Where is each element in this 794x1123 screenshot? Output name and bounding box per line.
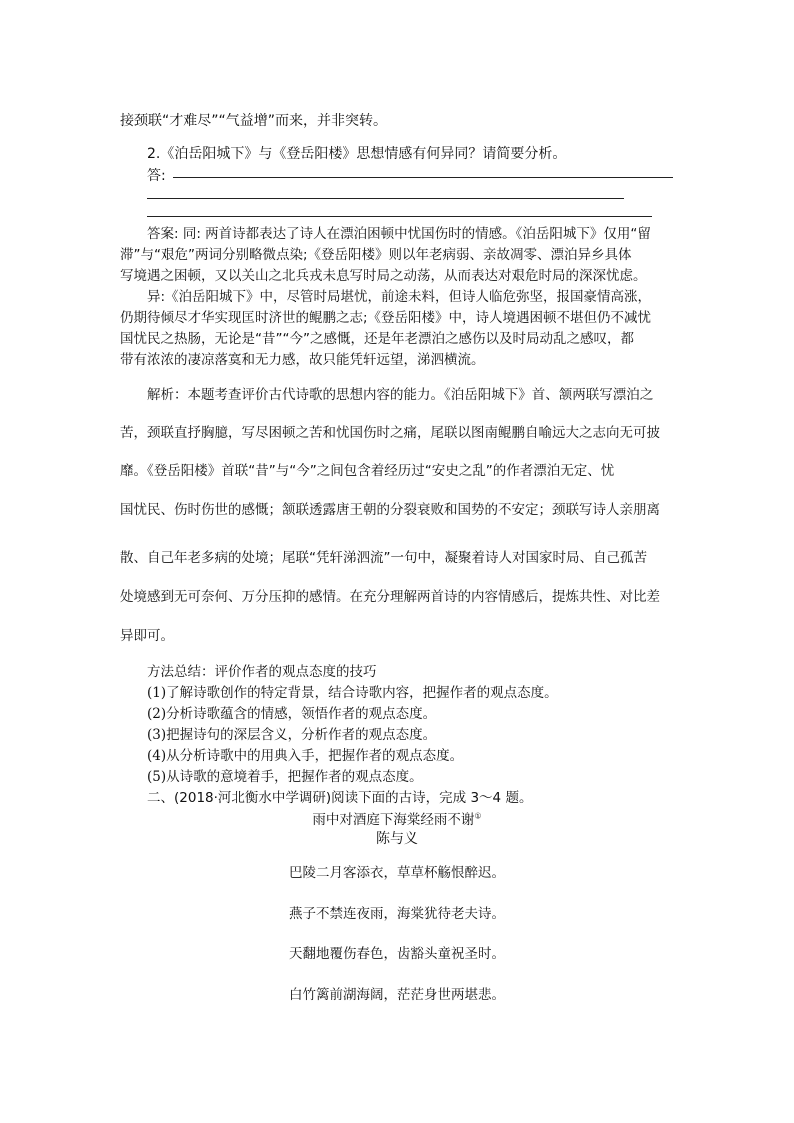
poem-title-text: 雨中对酒庭下海棠经雨不谢 <box>312 812 475 828</box>
answer-line: 答案: 同: 两首诗都表达了诗人在漂泊困顿中忧国伤时的情感。《泊岳阳城下》仅用“留 <box>147 226 651 242</box>
poem-title <box>0 808 794 828</box>
answer-line: 仍期待倾尽才华实现匡时济世的鲲鹏之志;《登岳阳楼》中，诗人境遇困顿不堪但仍不减忧 <box>120 310 652 326</box>
analysis-line: 处境感到无可奈何、万分压抑的感情。在充分理解两首诗的内容情感后，提炼共性、对比差 <box>120 589 660 605</box>
method-item: (3)把握诗句的深层含义，分析作者的观点态度。 <box>147 727 437 743</box>
answer-line: 异:《泊岳阳城下》中，尽管时局堪忧，前途未料，但诗人临危弥坚，报国豪情高涨， <box>147 289 652 305</box>
method-item: (1)了解诗歌创作的特定背景，结合诗歌内容，把握作者的观点态度。 <box>147 685 558 701</box>
answer-blank-line-2[interactable] <box>147 198 624 199</box>
analysis-line: 苦，颈联直抒胸臆，写尽困顿之苦和忧国伤时之痛，尾联以图南鲲鹏自喻远大之志向无可披 <box>120 425 660 441</box>
analysis-line: 靡。《登岳阳楼》首联“昔”与“今”之间包含着经历过“安史之乱”的作者漂泊无定、忧 <box>120 463 615 479</box>
analysis-line: 散、自己年老多病的处境；尾联“凭轩涕泗流”一句中，凝聚着诗人对国家时局、自己孤苦 <box>120 550 647 566</box>
method-item: (5)从诗歌的意境着手，把握作者的观点态度。 <box>147 769 423 785</box>
answer-line: 带有浓浓的凄凉落寞和无力感，故只能凭轩远望，涕泗横流。 <box>120 352 485 368</box>
method-title: 方法总结：评价作者的观点态度的技巧 <box>147 664 377 680</box>
question-2-prompt: 2.《泊岳阳城下》与《登岳阳楼》思想情感有何异同？请简要分析。 <box>147 146 567 162</box>
section-2-heading: 二、(2018·河北衡水中学调研)阅读下面的古诗，完成 3～4 题。 <box>147 790 533 806</box>
analysis-line: 国忧民、伤时伤世的感慨；颔联透露唐王朝的分裂衰败和国势的不安定；颈联写诗人亲朋离 <box>120 502 660 518</box>
poem-line: 天翻地覆伤春色，齿豁头童祝圣时。 <box>289 946 505 962</box>
footnote-mark[interactable]: ① <box>474 811 482 821</box>
analysis-line: 异即可。 <box>120 628 174 644</box>
answer-blank-line-3[interactable] <box>147 216 652 217</box>
answer-line: 滞”与“艰危”两词分别略微点染;《登岳阳楼》则以年老病弱、亲故凋零、漂泊异乡具体 <box>120 247 632 263</box>
poem-line: 白竹篱前湖海阔，茫茫身世两堪悲。 <box>289 987 505 1003</box>
answer-label: 答: <box>147 168 166 184</box>
poem-line: 燕子不禁连夜雨，海棠犹待老夫诗。 <box>289 906 505 922</box>
answer-line: 写境遇之困顿，又以关山之北兵戎未息写时局之动荡，从而表达对艰危时局的深深忧虑。 <box>120 268 647 284</box>
answer-line: 国忧民之热肠，无论是“昔”“今”之感慨，还是年老漂泊之感伤以及时局动乱之感叹，都 <box>120 331 634 347</box>
poem-author: 陈与义 <box>376 831 418 847</box>
method-item: (4)从分析诗歌中的用典入手，把握作者的观点态度。 <box>147 748 464 764</box>
method-item: (2)分析诗歌蕴含的情感，领悟作者的观点态度。 <box>147 706 437 722</box>
poem-line: 巴陵二月客添衣，草草杯觞恨醉迟。 <box>289 865 505 881</box>
answer-blank-line-1[interactable] <box>173 177 673 178</box>
intro-tail-line: 接颈联“才难尽”“气益增”而来，并非突转。 <box>120 113 388 129</box>
analysis-line: 解析：本题考查评价古代诗歌的思想内容的能力。《泊岳阳城下》首、颔两联写漂泊之 <box>147 387 654 403</box>
